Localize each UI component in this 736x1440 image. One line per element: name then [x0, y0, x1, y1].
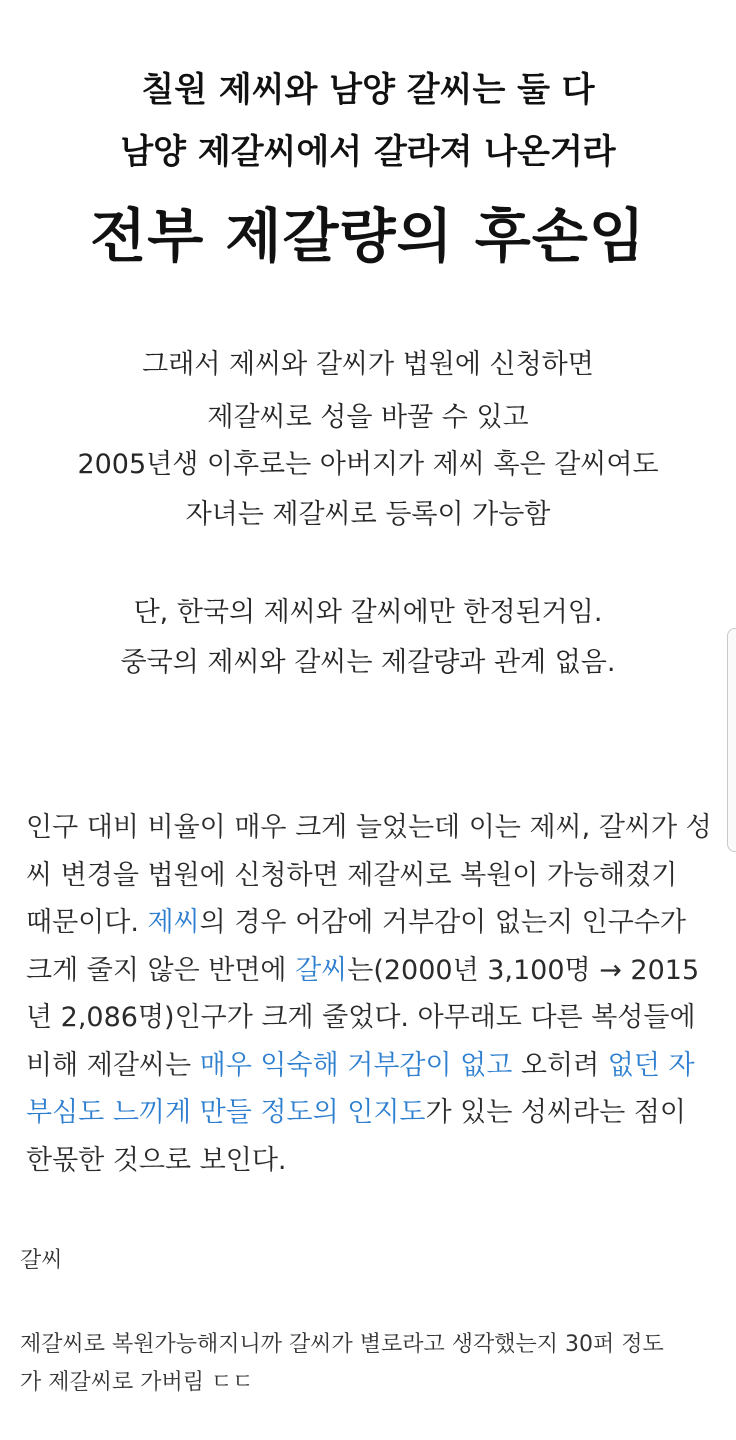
article-line: [26, 852, 720, 900]
article-line: [26, 804, 720, 852]
article-line: [26, 1089, 720, 1137]
paragraph2-line-2: 중국의 제씨와 갈씨는 제갈량과 관계 없음.: [120, 647, 616, 678]
article-text: 비해 제갈씨는: [26, 1049, 200, 1081]
article-excerpt: [26, 804, 720, 1184]
headline-line-1: 칠원 제씨와 남양 갈씨는 둘 다: [141, 70, 595, 110]
link-pride-part1[interactable]: 없던 자: [607, 1049, 695, 1081]
article-text: 인구 대비 비율이 매우 크게 늘었는데 이는 제씨, 갈씨가 성: [26, 812, 712, 843]
link-familiar[interactable]: 매우 익숙해 거부감이 없고: [199, 1049, 513, 1081]
article-line: [26, 1137, 720, 1185]
paragraph1-line-1: 그래서 제씨와 갈씨가 법원에 신청하면: [142, 349, 594, 380]
comment-author: 갈씨: [20, 1248, 63, 1273]
article-text: 한몫한 것으로 보인다.: [26, 1144, 287, 1176]
article-text: 오히려: [512, 1049, 608, 1081]
article-text: 는(2000년 3,100명 → 2015: [347, 954, 700, 986]
article-text: 가 있는 성씨라는 점이: [425, 1097, 686, 1128]
headline-line-3: 전부 제갈량의 후손임: [90, 202, 646, 270]
paragraph1-line-3: 2005년생 이후로는 아버지가 제씨 혹은 갈씨여도: [77, 449, 659, 480]
article-line: [26, 994, 720, 1042]
comment-line: 제갈씨로 복원가능해지니까 갈씨가 별로라고 생각했는지 30퍼 정도: [20, 1332, 664, 1357]
comment-line: 가 제갈씨로 가버림 ㄷㄷ: [20, 1370, 254, 1395]
article-line: [26, 1042, 720, 1090]
link-gal-ssi[interactable]: 갈씨: [295, 954, 348, 986]
article-text: 크게 줄지 않은 반면에: [26, 954, 296, 986]
paragraph2-line-1: 단, 한국의 제씨와 갈씨에만 한정된거임.: [133, 597, 603, 628]
article-text: 의 경우 어감에 거부감이 없는지 인구수가: [199, 907, 686, 938]
headline-line-2: 남양 제갈씨에서 갈라져 나온거라: [120, 132, 616, 172]
comment-body: [20, 1326, 720, 1402]
article-text: 때문이다.: [26, 907, 148, 938]
article-text: 년 2,086명)인구가 크게 줄었다. 아무래도 다른 복성들에: [26, 1002, 696, 1033]
article-text: 씨 변경을 법원에 신청하면 제갈씨로 복원이 가능해졌기: [26, 859, 678, 891]
article-line: [26, 947, 720, 995]
paragraph1-line-4: 자녀는 제갈씨로 등록이 가능함: [185, 499, 551, 530]
article-line: [26, 899, 720, 947]
paragraph1-line-2: 제갈씨로 성을 바꿀 수 있고: [207, 402, 529, 433]
scrollbar-handle[interactable]: [727, 628, 736, 852]
link-je-ssi[interactable]: 제씨: [147, 907, 200, 938]
link-pride-part2[interactable]: 부심도 느끼게 만들 정도의 인지도: [26, 1097, 426, 1128]
